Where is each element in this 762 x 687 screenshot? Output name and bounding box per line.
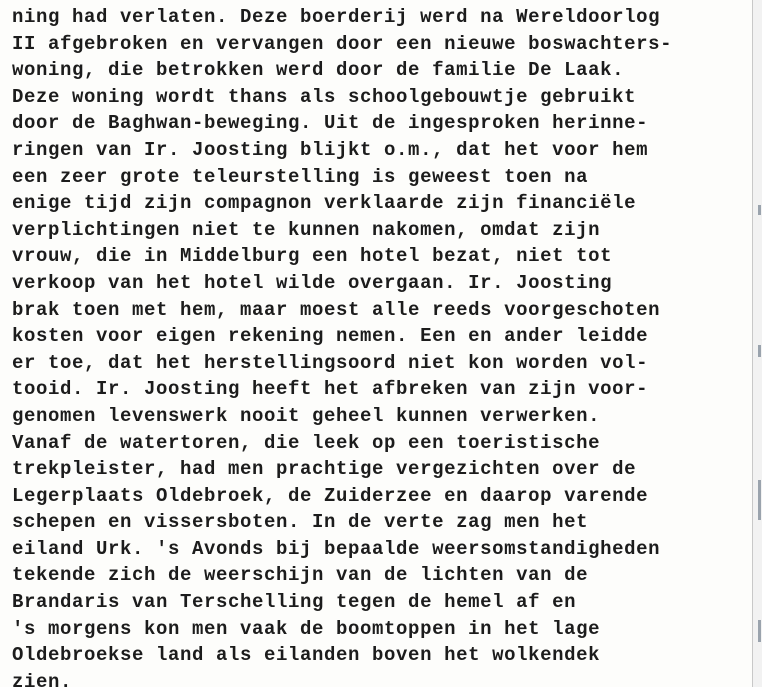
text-line: door de Baghwan-beweging. Uit de ingesproken herinne- <box>12 112 649 135</box>
text-line: een zeer grote teleurstelling is geweest toen na <box>12 165 589 188</box>
text-line: schepen en vissersboten. In de verte zag men het <box>12 511 589 534</box>
text-line: Oldebroekse land als eilanden boven het wolkendek <box>12 644 601 667</box>
text-line: Deze woning wordt thans als schoolgebouwtje gebruikt <box>12 85 637 108</box>
text-line: tekende zich de weerschijn van de lichten van de <box>12 564 589 587</box>
text-line: ringen van Ir. Joosting blijkt o.m., dat het voor hem <box>12 138 649 161</box>
text-line: Vanaf de watertoren, die leek op een toeristische <box>12 431 601 454</box>
text-line: 's morgens kon men vaak de boomtoppen in het lage <box>12 617 601 640</box>
text-line: woning, die betrokken werd door de familie De Laak. <box>12 59 625 82</box>
gutter-mark <box>758 205 761 215</box>
text-line: eiland Urk. 's Avonds bij bepaalde weersomstandigheden <box>12 537 661 560</box>
text-line: II afgebroken en vervangen door een nieuwe boswachters- <box>12 32 673 55</box>
text-line: ning had verlaten. Deze boerderij werd na Wereldoorlog <box>12 6 661 28</box>
text-line: zien. <box>12 670 73 687</box>
text-line: er toe, dat het herstellingsoord niet kon worden vol- <box>12 351 649 374</box>
gutter-mark <box>758 620 761 642</box>
text-line: trekpleister, had men prachtige vergezichten over de <box>12 458 637 481</box>
gutter-mark <box>758 480 761 520</box>
document-text <box>12 4 748 687</box>
text-line: kosten voor eigen rekening nemen. Een en ander leidde <box>12 325 649 348</box>
text-line: genomen levenswerk nooit geheel kunnen verwerken. <box>12 404 601 427</box>
text-line: tooid. Ir. Joosting heeft het afbreken van zijn voor- <box>12 378 649 401</box>
text-line: Brandaris van Terschelling tegen de hemel af en <box>12 591 577 614</box>
text-line: brak toen met hem, maar moest alle reeds voorgeschoten <box>12 298 661 321</box>
text-line: verplichtingen niet te kunnen nakomen, omdat zijn <box>12 218 601 241</box>
text-line: Legerplaats Oldebroek, de Zuiderzee en daarop varende <box>12 484 649 507</box>
gutter-mark <box>758 345 761 357</box>
text-line: vrouw, die in Middelburg een hotel bezat, niet tot <box>12 245 613 268</box>
window-edge-strip <box>752 0 762 687</box>
text-line: enige tijd zijn compagnon verklaarde zijn financiële <box>12 192 637 215</box>
text-line: verkoop van het hotel wilde overgaan. Ir. Joosting <box>12 271 613 294</box>
